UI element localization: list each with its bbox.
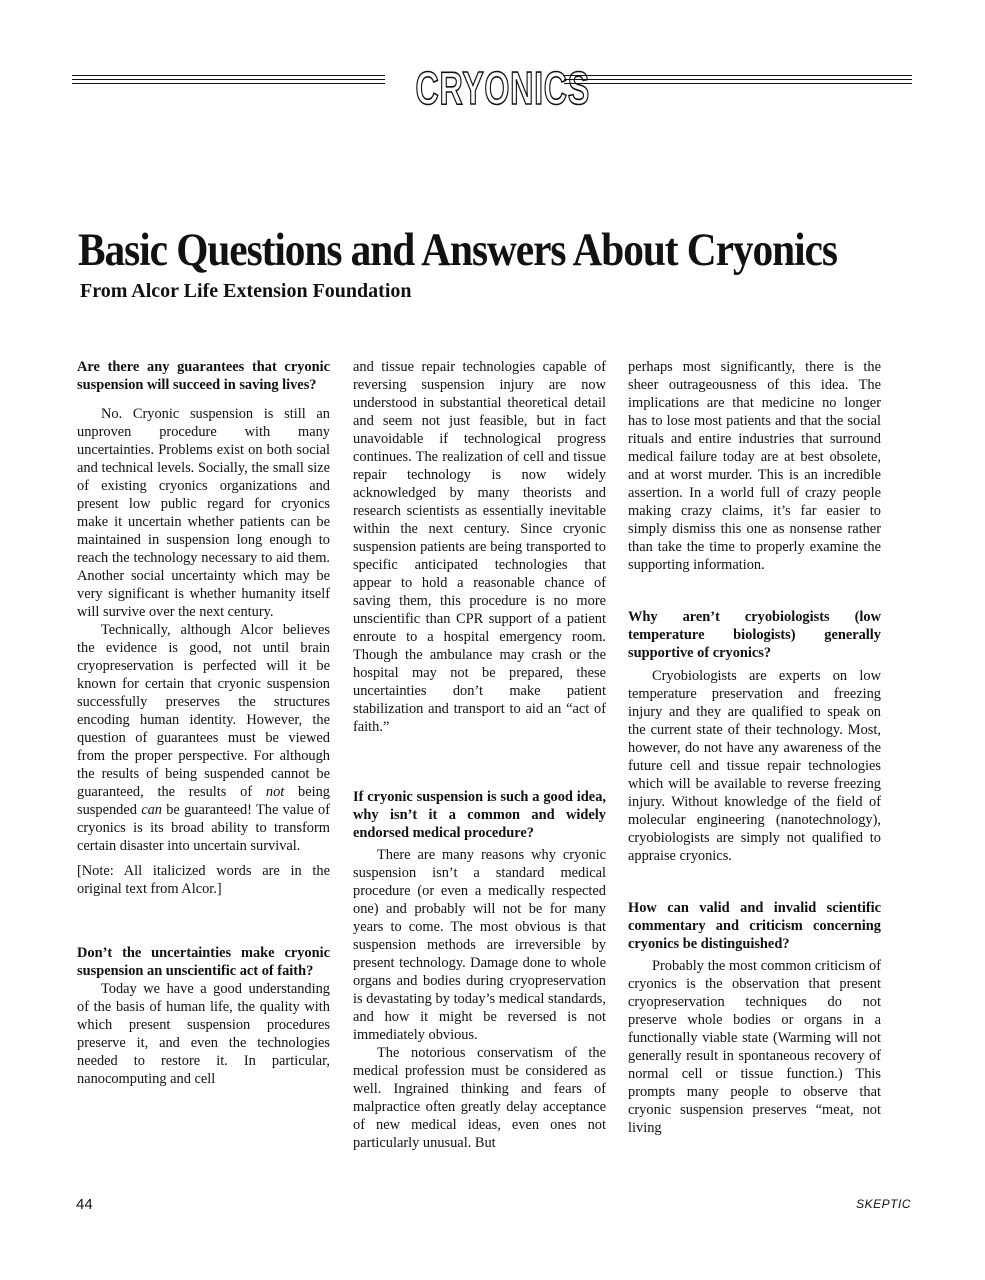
question-heading: Why aren’t cryobiologists (low temperature biologists) generally supportive of cryonics? — [628, 609, 881, 661]
article-title: Basic Questions and Answers About Cryonics — [78, 224, 837, 276]
question-heading: Don’t the uncertainties make cryonic suspension an unscientific act of faith? — [77, 945, 330, 979]
banner-rule-left — [72, 75, 385, 84]
answer-paragraph: and tissue repair technologies capable of reversing suspension injury are now understood in substantial theoretical detail and seem not just feasible, but in fact unavoidable if technological progress continues. The realization of cell and tissue repair technology is now widely acknowledged by many theorists and research scientists as essentially inevitable within the next century. Since cryonic suspension patients are being transported to specific anticipated technologies that appear to hold a reasonable chance of saving them, this procedure is no more unscientific than CPR support of a patient enroute to a hospital emergency room. Though the ambulance may crash or the hospital may not be prepared, these uncertainties don’t make patient stabilization and transport to aid an “act of faith.” — [353, 359, 606, 735]
column-3 — [628, 358, 881, 1137]
question-heading: How can valid and invalid scientific commentary and criticism concerning cryonics be distinguished? — [628, 900, 881, 952]
editor-note: [Note: All italicized words are in the original text from Alcor.] — [77, 863, 330, 897]
magazine-name: SKEPTIC — [856, 1197, 911, 1211]
answer-paragraph: Technically, although Alcor believes the evidence is good, not until brain cryopreservation is perfected will it be known for certain that cryonic suspension successfully preserves the structures encoding human identity. However, the question of guarantees must be viewed from the proper perspective. For although the results of being suspended cannot be guaranteed, the results of not being suspended can be guaranteed! The value of cryonics is its broad ability to transform certain disaster into uncertain survival. — [77, 622, 330, 854]
column-1 — [77, 358, 330, 1088]
section-banner — [72, 60, 912, 116]
question-heading: If cryonic suspension is such a good idea, why isn’t it a common and widely endorsed medical procedure? — [353, 789, 606, 841]
column-2 — [353, 358, 606, 1152]
answer-paragraph: The notorious conservatism of the medical profession must be considered as well. Ingrained thinking and fears of malpractice often greatly delay acceptance of new medical ideas, even ones not particularly unusual. But — [353, 1045, 606, 1151]
answer-paragraph: No. Cryonic suspension is still an unproven procedure with many uncertainties. Problems exist on both social and technical levels. Socially, the small size of existing cryonics organizations and present low public regard for cryonics make it uncertain whether patients can be maintained in suspension long enough to reach the technology necessary to aid them. Another social uncertainty which may be very significant is whether humanity itself will survive over the next century. — [77, 406, 330, 620]
section-label: CRYONICS — [415, 62, 590, 114]
article-subtitle: From Alcor Life Extension Foundation — [80, 280, 412, 302]
banner-rule-right — [564, 75, 912, 84]
answer-paragraph: perhaps most significantly, there is the sheer outrageousness of this idea. The implications are that medicine no longer has to lose most patients and that the social rituals and entire industries that surround medical failure today are at best obsolete, and at worst murder. This is an incredible assertion. In a world full of crazy people making crazy claims, it’s far easier to simply dismiss this one as nonsense rather than take the time to properly examine the supporting information. — [628, 359, 881, 573]
page-number: 44 — [76, 1196, 93, 1213]
answer-paragraph: Probably the most common criticism of cryonics is the observation that present cryopreservation techniques do not preserve whole bodies or organs in a functionally viable state (Warming will not generally result in spontaneous recovery of normal cell or tissue function.) This prompts many people to observe that cryonic suspension preserves “meat, not living — [628, 958, 881, 1136]
question-heading: Are there any guarantees that cryonic suspension will succeed in saving lives? — [77, 359, 330, 393]
answer-paragraph: There are many reasons why cryonic suspension isn’t a standard medical procedure (or even a medically respected one) and probably will not be for many years to come. The most obvious is that suspension methods are irreversible by present technology. Damage done to whole organs and bodies during cryopreservation is devastating by today’s medical standards, and how it might be reversed is not immediately obvious. — [353, 847, 606, 1043]
answer-paragraph: Today we have a good understanding of the basis of human life, the quality with which present suspension procedures preserve it, and even the technologies needed to restore it. In particular, nanocomputing and cell — [77, 981, 330, 1087]
answer-paragraph: Cryobiologists are experts on low temperature preservation and freezing injury and they are qualified to speak on the current state of their technology. Most, however, do not have any awareness of the future cell and tissue repair technologies which will be available to reverse freezing injury. Without knowledge of the field of molecular engineering (nanotechnology), cryobiologists are simply not qualified to appraise cryonics. — [628, 668, 881, 864]
